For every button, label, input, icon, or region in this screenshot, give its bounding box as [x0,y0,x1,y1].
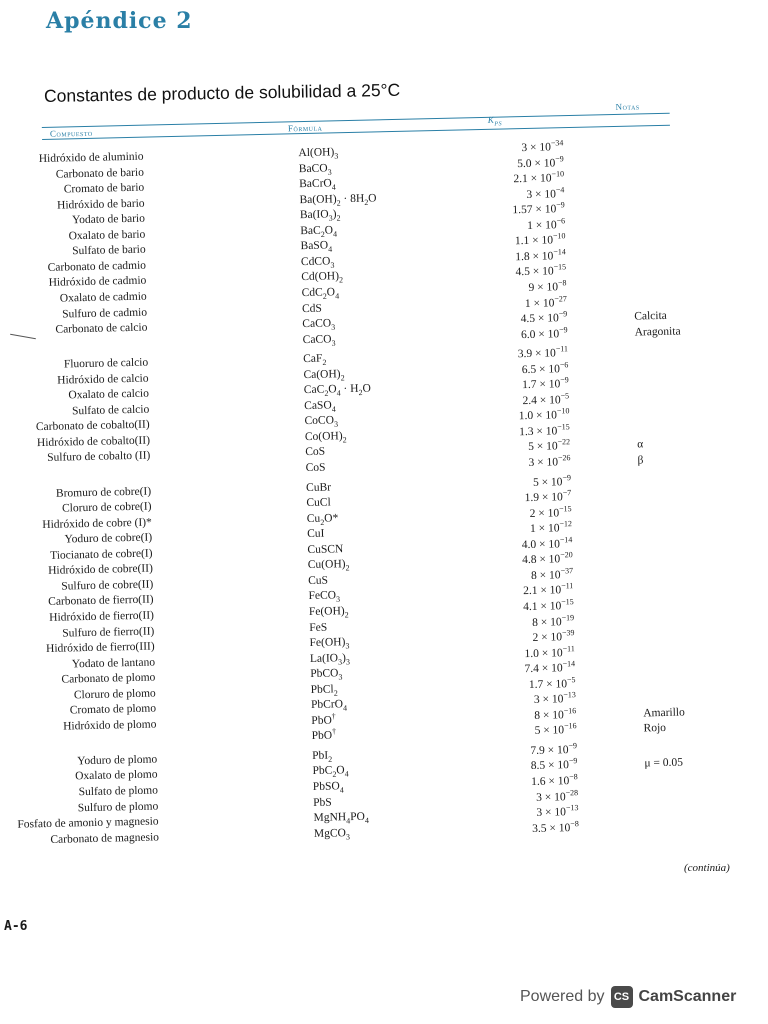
compound-name: Hidróxido de calcio [57,372,149,387]
header-notes: Notas [615,101,640,112]
compound-formula: PbS [313,796,332,809]
ksp-value: $4.1 \times 10^{-15}$ [523,597,574,614]
ksp-value: $1 \times 10^{-27}$ [524,293,567,310]
ksp-value: $5 \times 10^{-22}$ [528,437,571,454]
compound-formula: CuSCN [307,542,344,556]
compound-name: Carbonato de plomo [61,671,156,686]
row-note: Aragonita [634,325,681,339]
ksp-value: $3 \times 10^{-28}$ [536,787,579,804]
ksp-value: $2 \times 10^{-15}$ [529,503,572,520]
compound-name: Carbonato de bario [55,166,145,181]
header-formula: Fórmula [287,122,323,134]
compound-formula: PbCO$_3$ [310,667,343,682]
compound-name: Hidróxido de plomo [63,718,157,733]
compound-formula: $BaC_2O_4$ [300,224,338,239]
ksp-value: $1.9 \times 10^{-7}$ [524,488,572,505]
ksp-value: $6.0 \times 10^{-9}$ [520,324,568,341]
solubility-table [0,98,768,846]
compound-name: Cromato de bario [63,181,145,196]
ksp-value: $2.4 \times 10^{-5}$ [522,391,570,407]
camscanner-brand: CamScanner [638,988,737,1005]
compound-formula: $Ba(IO_3)_2$ [299,208,341,223]
compound-formula: $Co(OH)_2$ [304,430,347,445]
page-number: A-6 [4,919,28,934]
camscanner-logo-icon: CS [611,986,633,1008]
compound-name: Hidróxido de cadmio [48,275,147,290]
compound-name: Oxalato de cadmio [59,290,147,305]
compound-name: Hidróxido de bario [56,197,145,212]
ksp-value: $8 \times 10^{-37}$ [530,566,574,582]
ksp-value: $3.9 \times 10^{-11}$ [517,344,569,361]
ksp-value: $5 \times 10^{-9}$ [532,472,572,489]
compound-name: Hidróxido de cobre(II) [48,562,154,578]
compound-formula: $Fe(OH)_2$ [308,605,349,620]
ksp-value: $1.0 \times 10^{-11}$ [524,643,575,660]
ksp-value: $2 \times 10^{-39}$ [532,628,575,645]
ksp-value: $2.1 \times 10^{-11}$ [523,581,574,598]
compound-name: Yodato de lantano [71,656,156,671]
row-note: β [637,454,644,467]
compound-formula: PbO† [311,726,337,743]
compound-formula: CaSO$_4$ [304,399,336,414]
compound-name: Sulfuro de cobalto (II) [47,450,151,465]
compound-formula: CdCO$_3$ [300,255,335,270]
compound-name: Yodato de bario [71,212,146,227]
row-note: μ = 0.05 [644,757,684,770]
ksp-value: $4.5 \times 10^{-9}$ [520,309,568,326]
compound-name: Bromuro de cobre(I) [55,485,152,500]
compound-formula: $Ca(OH)_2$ [303,367,345,383]
compound-name: Cromato de plomo [69,702,157,717]
compound-formula: $CdC_2O_4$ [301,286,340,301]
row-note: Calcita [634,309,667,323]
compound-formula: PbO† [311,711,336,727]
compound-formula: $PbC_2O_4$ [312,764,349,780]
compound-formula: $Fe(OH)_3$ [309,636,350,651]
compound-formula: FeS [309,621,328,634]
compound-name: Hidróxido de cobalto(II) [36,434,151,450]
compound-formula: $Ba(OH)_2 \cdot 8H_2O$ [299,192,377,208]
ksp-value: $3.5 \times 10^{-8}$ [532,818,579,835]
compound-name: Hidróxido de fierro(III) [45,640,155,656]
ksp-value: $8.5 \times 10^{-9}$ [530,756,578,773]
compound-formula: CoCO$_3$ [304,414,339,430]
compound-formula: $Cu_2O*$ [306,511,339,527]
ksp-value: $1 \times 10^{-6}$ [527,216,566,232]
compound-formula: PbI$_2$ [312,749,333,764]
ksp-value: $4.5 \times 10^{-15}$ [515,262,567,279]
compound-name: Oxalato de bario [68,228,146,243]
ksp-value: $3 \times 10^{-34}$ [521,138,564,155]
compound-formula: PbCrO$_4$ [310,698,348,713]
compound-formula: $CaC_2O_4 \cdot H_2O$ [303,382,371,399]
ksp-value: $3 \times 10^{-13}$ [533,690,576,707]
header-compound: Compuesto [49,127,93,139]
ksp-value: $6.5 \times 10^{-6}$ [521,359,569,376]
table-header-rule [42,122,670,140]
ksp-value: $7.9 \times 10^{-9}$ [530,741,578,757]
compound-formula: CuI [306,527,325,541]
compound-formula: CoS [305,461,326,475]
compound-formula: $MgNH_4PO_4$ [313,810,370,826]
compound-formula: CuS [308,574,329,587]
compound-name: Hidróxido de aluminio [38,150,144,166]
ksp-value: $4.8 \times 10^{-20}$ [522,550,573,567]
compound-name: Yoduro de cobre(I) [64,531,153,546]
compound-formula: BaCrO$_4$ [299,177,336,192]
appendix-heading: Apéndice 2 [46,8,193,34]
compound-name: Hidróxido de cobre (I)* [42,516,152,531]
ksp-value: $1.1 \times 10^{-10}$ [514,231,566,248]
row-note: Amarillo [643,706,685,720]
row-note: Rojo [643,722,667,735]
ksp-value: $1.3 \times 10^{-15}$ [519,422,570,439]
ksp-value: $8 \times 10^{-19}$ [532,612,575,629]
ksp-value: $1.6 \times 10^{-8}$ [531,772,578,789]
compound-formula: BaSO$_4$ [300,239,333,255]
ksp-value: $8 \times 10^{-16}$ [534,705,577,722]
ksp-value: $2.1 \times 10^{-10}$ [513,169,565,186]
powered-by-label: Powered by [520,988,605,1005]
compound-formula: PbSO$_4$ [312,780,344,795]
ksp-value: $1.7 \times 10^{-9}$ [522,375,569,392]
compound-name: Sulfato de calcio [71,403,150,418]
compound-name: Hidróxido de fierro(II) [49,609,155,624]
compound-name: Carbonato de magnesio [50,831,160,846]
compound-name: Carbonato de fierro(II) [48,593,154,609]
compound-name: Yoduro de plomo [77,753,158,768]
compound-name: Tiocianato de cobre(I) [50,547,153,562]
compound-formula: BaCO$_3$ [298,162,332,177]
compound-name: Fluoruro de calcio [63,356,149,371]
compound-formula: PbCl$_2$ [310,683,338,698]
compound-formula: CaCO$_3$ [302,317,336,332]
ksp-value: $7.4 \times 10^{-14}$ [524,659,576,676]
ksp-value: $1 \times 10^{-12}$ [529,519,573,536]
compound-formula: $Cu(OH)_2$ [307,558,350,573]
compound-name: Sulfuro de fierro(II) [62,625,155,640]
compound-name: Cloruro de cobre(I) [61,500,152,515]
compound-formula: CoS [305,446,326,459]
compound-name: Sulfuro de cobre(II) [61,578,154,593]
ksp-value: $1.0 \times 10^{-10}$ [518,406,570,423]
compound-formula: $Al(OH)_3$ [298,146,339,161]
table-title: Constantes de producto de solubilidad a 25°C [43,79,401,106]
ksp-value: $9 \times 10^{-8}$ [528,278,567,294]
compound-formula: CaF$_2$ [303,352,327,368]
ksp-value: $1.57 \times 10^{-9}$ [512,200,565,217]
compound-name: Carbonato de cadmio [47,259,147,274]
compound-name: Carbonato de calcio [55,321,148,336]
ksp-value: $5.0 \times 10^{-9}$ [516,153,564,170]
compound-name: Sulfuro de cadmio [61,306,148,321]
compound-name: Sulfato de plomo [78,784,159,799]
table-top-rule [42,113,670,128]
ksp-value: $5 \times 10^{-16}$ [534,721,577,738]
compound-name: Oxalato de calcio [68,387,150,402]
header-ksp: $K_{ps}$ [487,114,503,128]
compound-name: Cloruro de plomo [73,687,156,702]
compound-formula: CuBr [305,481,332,494]
compound-formula: CdS [301,302,322,315]
ksp-value: $3 \times 10^{-26}$ [528,453,571,469]
ksp-value: $3 \times 10^{-4}$ [526,184,565,201]
compound-formula: CaCO$_3$ [302,333,336,348]
ksp-value: $1.8 \times 10^{-14}$ [515,247,566,264]
compound-formula: $La(IO_3)_3$ [309,651,351,667]
ksp-value: $3 \times 10^{-13}$ [536,803,579,820]
compound-name: Fosfato de amonio y magnesio [17,815,159,831]
compound-formula: CuCl [306,496,331,510]
compound-name: Sulfato de bario [72,243,146,258]
continued-label: (continúa) [684,862,730,874]
row-note: α [637,438,644,451]
compound-name: Oxalato de plomo [75,768,158,783]
ksp-value: $1.7 \times 10^{-5}$ [528,674,576,691]
compound-formula: MgCO$_3$ [313,826,351,842]
compound-formula: FeCO$_3$ [308,589,341,605]
ksp-value: $4.0 \times 10^{-14}$ [521,534,573,551]
camscanner-watermark [520,986,736,1008]
compound-name: Carbonato de cobalto(II) [35,418,150,434]
compound-formula: $Cd(OH)_2$ [301,270,344,285]
compound-name: Sulfuro de plomo [77,800,159,814]
